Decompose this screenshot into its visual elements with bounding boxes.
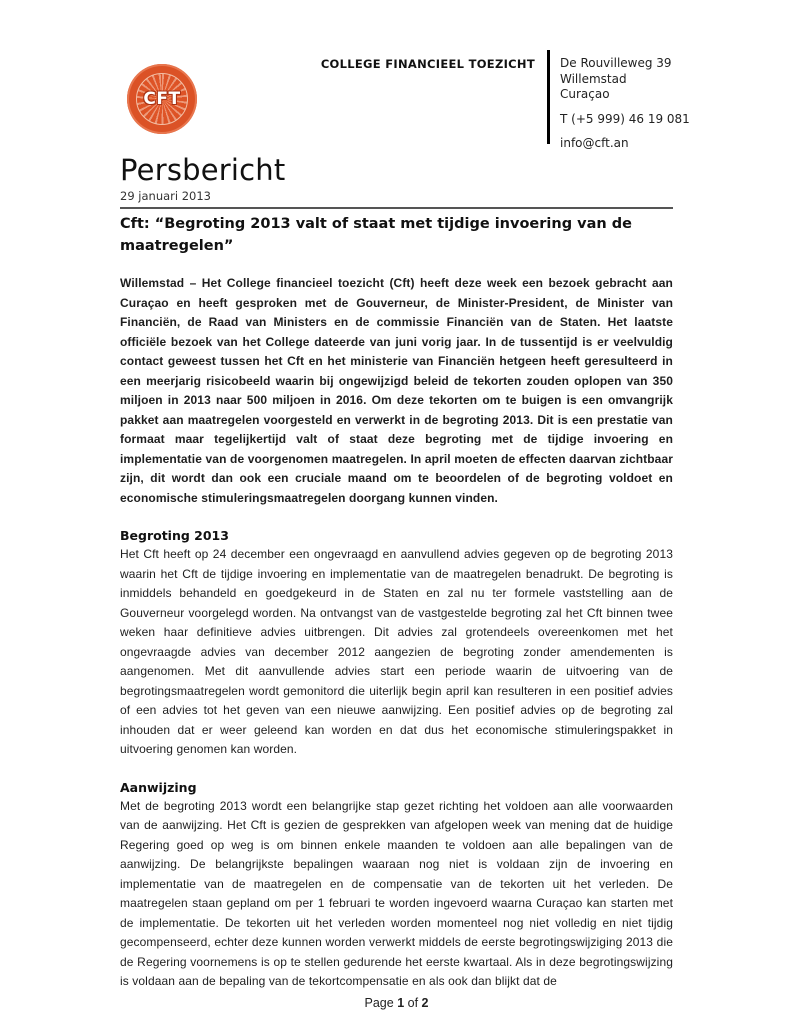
lead-paragraph: Willemstad – Het College financieel toezicht (Cft) heeft deze week een bezoek gebracht aan Curaçao en heeft gesproken met de Gouverneur, de Minister-President, de Minister van Financiën, de Raad van Ministers en de commissie Financiën van de Staten. Het laatste officiële bezoek van het College dateerde van juni vorig jaar. In de tussentijd is er veelvuldig contact geweest tussen het Cft en het ministerie van Financiën hetgeen heeft geresulteerd in een meerjarig risicobeeld waarin bij ongewijzigd beleid de tekorten zouden oplopen van 350 miljoen in 2013 naar 500 miljoen in 2016. Om deze tekorten om te buigen is een omvangrijk pakket aan maatregelen voorgesteld en verwerkt in de begroting 2013. Dit is een prestatie van formaat maar tegelijkertijd valt of staat deze begroting met de tijdige invoering en implementatie van de voorgenomen maatregelen. In april moeten de effecten daarvan zichtbaar zijn, dit wordt dan ook een cruciale maand om te beoordelen of de begroting voldoet en economische stimuleringsmaatregelen doorgang kunnen vinden. bbox=[120, 276, 673, 505]
address-country: Curaçao bbox=[560, 87, 610, 101]
letterhead bbox=[0, 0, 791, 150]
address-street: De Rouvilleweg 39 bbox=[560, 56, 672, 70]
page-total-number: 2 bbox=[421, 995, 429, 1010]
address-block bbox=[560, 56, 690, 152]
cft-logo-starburst bbox=[136, 73, 188, 125]
page-current-number: 1 bbox=[397, 995, 405, 1010]
section-heading-aanwijzing: Aanwijzing bbox=[120, 779, 197, 795]
cft-logo-seal-icon bbox=[127, 64, 197, 134]
section-heading-begroting: Begroting 2013 bbox=[120, 528, 229, 543]
cft-logo-text: CFT bbox=[143, 89, 181, 109]
page-number-footer bbox=[120, 996, 673, 1010]
page-label: Page bbox=[364, 995, 394, 1010]
masthead bbox=[120, 153, 673, 209]
email-address: info@cft.an bbox=[560, 136, 629, 150]
section-paragraph-begroting: Het Cft heeft op 24 december een ongevraagd en aanvullend advies gegeven op de begroting 2013 waarin het Cft de tijdige invoering en implementatie van de maatregelen benadrukt. De begroting is inmiddels behandeld en goedgekeurd in de Staten en zal nu ter formele vaststelling aan de Gouverneur voorgelegd worden. Na ontvangst van de vastgestelde begroting zal het Cft binnen twee weken haar definitieve advies uitbrengen. Dit advies zal grotendeels overeenkomen met het ongevraagde advies van december 2012 aangezien de begroting zonder amendementen is aangenomen. Met dit aanvullende advies start een periode waarin de uitvoering van de begrotingsmaatregelen wordt gemonitord die uiterlijk begin april kan resulteren in een positief advies of een advies tot het geven van een nieuwe aanwijzing. Een positief advies op de begroting zal inhouden dat er weer geleend kan worden en dat dus het economische stimuleringspakket in uitvoering genomen kan worden. bbox=[120, 547, 673, 756]
section-paragraph-aanwijzing: Met de begroting 2013 wordt een belangrijke stap gezet richting het voldoen aan alle voorwaarden van de aanwijzing. Het Cft is gezien de gesprekken van afgelopen week van mening dat de huidige Regering goed op weg is om binnen enkele maanden te voldoen aan alle bepalingen van de aanwijzing. De belangrijkste bepalingen waaraan nog niet is voldaan zijn de invoering en implementatie van de maatregelen en de compensatie van de tekorten uit het verleden. De maatregelen staan gepland om per 1 februari te worden ingevoerd waarna Curaçao kan starten met de implementatie. De tekorten uit het verleden worden momenteel nog niet volledig en niet tijdig gecompenseerd, echter deze kunnen worden verwerkt middels de eerste begrotingswijziging 2013 die de Regering voornemens is op te stellen gedurende het eerste kwartaal. Als in deze begrotingswijzing is voldaan aan de bepaling van de tekortcompensatie en als ook dan blijkt dat de bbox=[120, 798, 673, 988]
article-title: Cft: “Begroting 2013 valt of staat met tijdige invoering van de maatregelen” bbox=[120, 216, 632, 254]
masthead-rule bbox=[120, 207, 673, 209]
press-release-body bbox=[120, 213, 673, 1010]
of-label: of bbox=[407, 995, 419, 1010]
spacer bbox=[560, 103, 690, 112]
document-type-title: Persbericht bbox=[120, 153, 286, 187]
header-vertical-divider bbox=[547, 50, 550, 144]
address-city: Willemstad bbox=[560, 71, 627, 86]
document-date: 29 januari 2013 bbox=[120, 189, 212, 203]
organization-name: COLLEGE FINANCIEEL TOEZICHT bbox=[320, 57, 535, 71]
spacer bbox=[560, 127, 690, 136]
phone-number: T (+5 999) 46 19 081 bbox=[560, 111, 690, 126]
